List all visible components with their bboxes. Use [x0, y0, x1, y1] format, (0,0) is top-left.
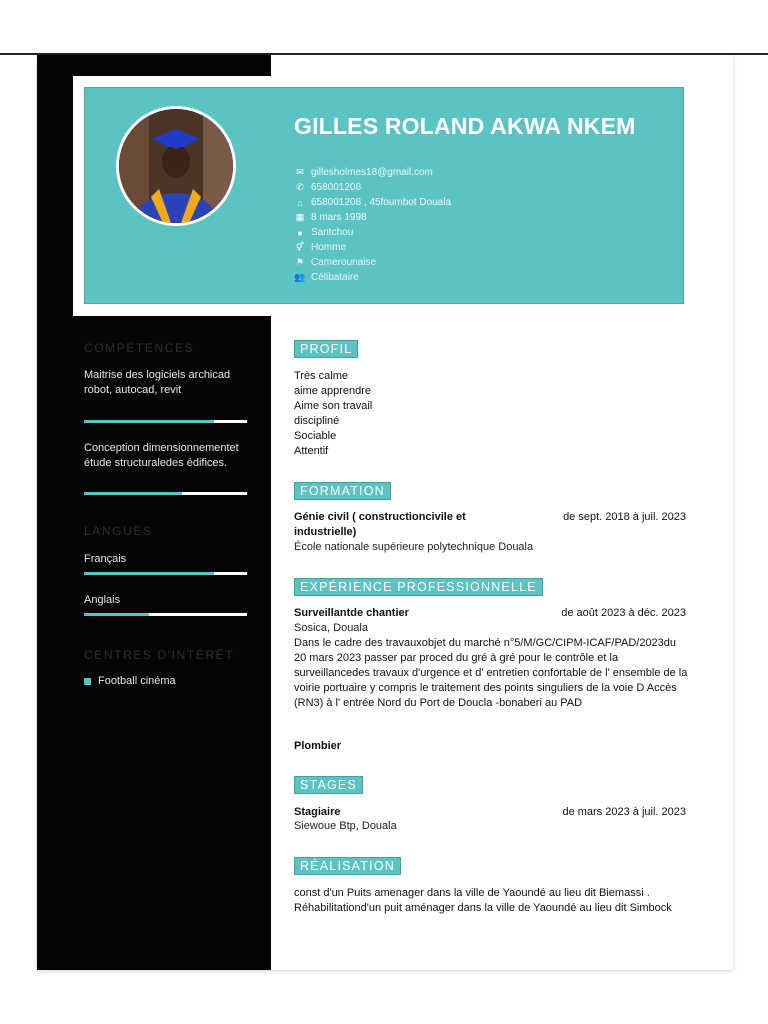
- skill-label: Maitrise des logiciels archicad robot, autocad, revit: [84, 369, 231, 396]
- calendar-icon: ▦: [295, 212, 305, 222]
- person-photo-icon: [119, 109, 233, 223]
- experience-dates: de août 2023 à déc. 2023: [561, 607, 686, 619]
- contact-email: ✉ gillesholmes18@gmail.com: [294, 165, 451, 180]
- langues-title: LANGUES: [84, 524, 153, 538]
- person-name: GILLES ROLAND AKWA NKEM: [294, 113, 636, 139]
- skill-bar-fill: [84, 420, 214, 423]
- stage-company: Siewoue Btp, Douala: [294, 820, 397, 832]
- formation-degree: Génie civil ( constructioncivile et industrielle): [294, 511, 466, 538]
- skill-bar-fill: [84, 492, 182, 495]
- stage-role: Stagiaire: [294, 806, 341, 818]
- profil-line: aime apprendre: [294, 385, 372, 397]
- contact-birthplace: ● Santchou: [294, 225, 451, 240]
- language-label: Français: [84, 553, 127, 565]
- language-bar: [84, 613, 247, 616]
- formation-dates: de sept. 2018 à juil. 2023: [563, 511, 686, 523]
- contact-gender: ⚥ Homme: [295, 242, 347, 253]
- language-bar-fill: [84, 613, 149, 616]
- stage-dates: de mars 2023 à juil. 2023: [562, 806, 686, 818]
- skill-bar: [84, 420, 247, 423]
- gender-icon: ⚥: [295, 242, 305, 252]
- interest-item: Football cinéma: [84, 675, 176, 687]
- contact-phone: ✆ 658001208: [294, 180, 451, 195]
- skill-label: Conception dimensionnementet étude structuraledes édifices.: [84, 442, 239, 469]
- contact-list: [294, 165, 451, 285]
- profil-line: Attentif: [294, 445, 329, 457]
- language-label: Anglais: [84, 594, 121, 606]
- interests-title: CENTRES D'INTÉRÊT: [84, 648, 235, 662]
- realisation-title: RÉALISATION: [294, 857, 401, 875]
- profil-line: discipliné: [294, 415, 340, 427]
- stages-title: STAGES: [294, 776, 363, 794]
- formation-title: FORMATION: [294, 482, 391, 500]
- experience-job: Surveillantde chantier: [294, 607, 409, 619]
- skill-bar: [84, 492, 247, 495]
- experience-title: EXPÉRIENCE PROFESSIONNELLE: [294, 578, 543, 596]
- square-bullet-icon: [84, 678, 91, 685]
- formation-school: École nationale supérieure polytechnique Douala: [294, 541, 534, 553]
- profil-line: Très calme: [294, 370, 348, 382]
- flag-icon: ⚑: [295, 257, 305, 267]
- realisation-text: const d'un Puits amenager dans la ville de Yaoundé au lieu dit Biemassi . Réhabilitationd'un puit aménager dans la ville de Yaoundé au lieu dit Simbock: [294, 887, 672, 914]
- competences-title: COMPÉTENCES: [84, 341, 195, 355]
- profil-line: Aime son travail: [294, 400, 373, 412]
- experience-job2: Plombier: [294, 740, 342, 752]
- contact-birthdate: ▦ 8 mars 1998: [295, 212, 367, 223]
- profil-title: PROFIL: [294, 340, 358, 358]
- users-icon: 👥: [294, 272, 306, 282]
- profile-photo: [116, 106, 236, 226]
- profil-line: Sociable: [294, 430, 337, 442]
- phone-icon: ✆: [296, 182, 304, 192]
- envelope-icon: ✉: [296, 167, 304, 177]
- home-icon: ⌂: [297, 197, 303, 208]
- experience-description: Dans le cadre des travauxobjet du marché n°5/M/GC/CIPM-ICAF/PAD/2023du 20 mars 2023 passer par proced du gré à gré pour le contrôle et la surveillancedes travaux d'urgence et d' entretien confortable de l' ensemble de la voirie portuaire y compris le traitement des points singuliers de la voie D Accès (RN3) à l' entrée Nord du Port de Doucla -bonaberi au PAD: [294, 637, 688, 709]
- contact-address: ⌂ 658001208 , 45foumbot Douala: [294, 195, 451, 210]
- contact-nationality: ⚑ Camerounaise: [295, 257, 377, 268]
- language-bar: [84, 572, 247, 575]
- language-bar-fill: [84, 572, 214, 575]
- experience-company: Sosica, Douala: [294, 622, 368, 634]
- profil-list: [294, 369, 372, 459]
- contact-marital-status: 👥 Célibataire: [294, 272, 359, 283]
- location-pin-icon: ●: [297, 227, 303, 238]
